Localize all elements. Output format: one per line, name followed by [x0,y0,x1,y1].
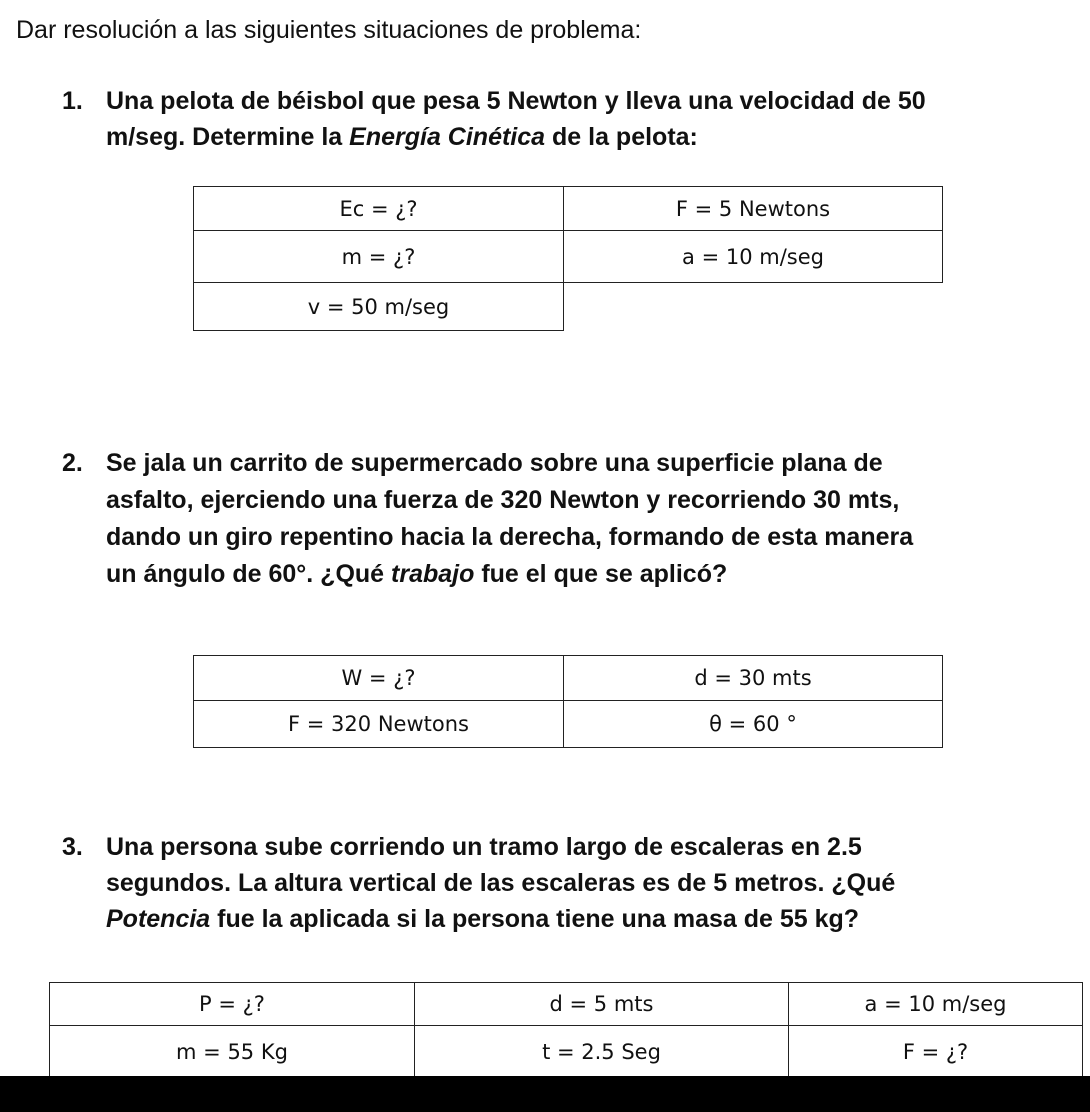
table-cell: P = ¿? [50,983,415,1026]
problem-text-line: Se jala un carrito de supermercado sobre una superficie plana de [106,449,883,477]
emphasized-term: Potencia [106,905,211,933]
instructions-heading: Dar resolución a las siguientes situaciones de problema: [16,16,642,44]
problem-number: 1. [62,87,83,115]
problem-3-data-table [49,982,1083,1078]
problem-text-line: asfalto, ejerciendo una fuerza de 320 Newton y recorriendo 30 mts, [106,486,900,514]
problem-1-data-table [193,186,943,331]
bottom-black-bar [0,1076,1090,1112]
table-cell: F = 5 Newtons [564,187,943,231]
table-cell: d = 30 mts [564,656,943,701]
problem-number: 3. [62,833,83,861]
table-cell: F = 320 Newtons [194,701,564,748]
emphasized-term: Energía Cinética [349,123,546,151]
problem-text-line: segundos. La altura vertical de las escaleras es de 5 metros. ¿Qué [106,869,896,897]
table-cell: m = ¿? [194,231,564,283]
table-cell: θ = 60 ° [564,701,943,748]
table-cell: d = 5 mts [415,983,789,1026]
problem-text-line: dando un giro repentino hacia la derecha, formando de esta manera [106,523,914,551]
table-cell: Ec = ¿? [194,187,564,231]
problem-text-line: m/seg. Determine la Energía Cinética de la pelota: [106,123,698,151]
problem-text-line: Una pelota de béisbol que pesa 5 Newton y lleva una velocidad de 50 [106,87,926,115]
table-cell: F = ¿? [789,1026,1083,1078]
table-cell: W = ¿? [194,656,564,701]
table-cell: a = 10 m/seg [564,231,943,283]
emphasized-term: trabajo [391,560,475,588]
table-cell-empty [564,283,943,331]
problem-2-data-table [193,655,943,748]
problem-text-line: un ángulo de 60°. ¿Qué trabajo fue el que se aplicó? [106,560,728,588]
table-cell: m = 55 Kg [50,1026,415,1078]
table-cell: t = 2.5 Seg [415,1026,789,1078]
table-cell: v = 50 m/seg [194,283,564,331]
problem-text-line: Potencia fue la aplicada si la persona tiene una masa de 55 kg? [106,905,860,933]
problem-number: 2. [62,449,83,477]
problem-text-line: Una persona sube corriendo un tramo largo de escaleras en 2.5 [106,833,862,861]
table-cell: a = 10 m/seg [789,983,1083,1026]
